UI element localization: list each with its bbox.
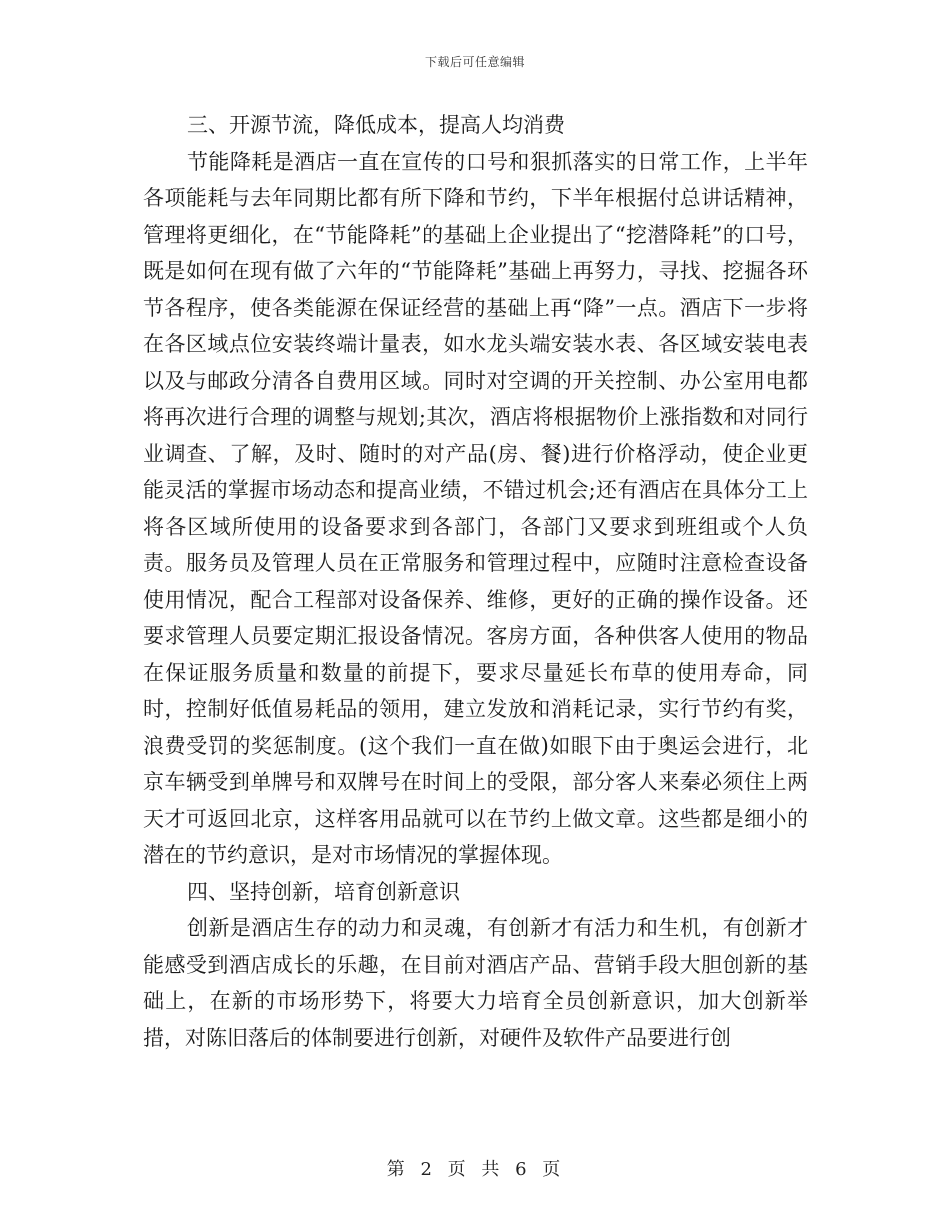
section-paragraph-4: 创新是酒店生存的动力和灵魂，有创新才有活力和生机，有创新才能感受到酒店成长的乐趣，在目前对酒店产品、营销手段大胆创新的基础上，在新的市场形势下，将要大力培育全员创新意识，加大创新举措，对陈旧落后的体制要进行创新，对硬件及软件产品要进行创 (143, 916, 808, 1050)
document-body (143, 107, 808, 1056)
page-header: 下载后可任意编辑 (424, 55, 525, 69)
section-paragraph-3: 节能降耗是酒店一直在宣传的口号和狠抓落实的日常工作，上半年各项能耗与去年同期比都有所下降和节约，下半年根据付总讲话精神，管理将更细化，在“节能降耗”的基础上企业提出了“挖潜降耗”的口号，既是如何在现有做了六年的“节能降耗”基础上再努力，寻找、挖掘各环节各程序，使各类能源在保证经营的基础上再“降”一点。酒店下一步将在各区域点位安装终端计量表，如水龙头端安装水表、各区域安装电表以及与邮政分清各自费用区域。同时对空调的开关控制、办公室用电都将再次进行合理的调整与规划;其次，酒店将根据物价上涨指数和对同行业调查、了解，及时、随时的对产品(房、餐)进行价格浮动，使企业更能灵活的掌握市场动态和提高业绩，不错过机会;还有酒店在具体分工上将各区域所使用的设备要求到各部门，各部门又要求到班组或个人负责。服务员及管理人员在正常服务和管理过程中，应随时注意检查设备使用情况，配合工程部对设备保养、维修，更好的正确的操作设备。还要求管理人员要定期汇报设备情况。客房方面，各种供客人使用的物品在保证服务质量和数量的前提下，要求尽量延长布草的使用寿命，同时，控制好低值易耗品的领用，建立发放和消耗记录，实行节约有奖，浪费受罚的奖惩制度。(这个我们一直在做)如眼下由于奥运会进行，北京车辆受到单牌号和双牌号在时间上的受限，部分客人来秦必须住上两天才可返回北京，这样客用品就可以在节约上做文章。这些都是细小的潜在的节约意识，是对市场情况的掌握体现。 (143, 149, 808, 867)
section-heading-4: 四、坚持创新，培育创新意识 (187, 879, 460, 904)
section-heading-3: 三、开源节流，降低成本，提高人均消费 (187, 113, 565, 137)
page-footer: 第 2 页 共 6 页 (386, 1159, 564, 1180)
